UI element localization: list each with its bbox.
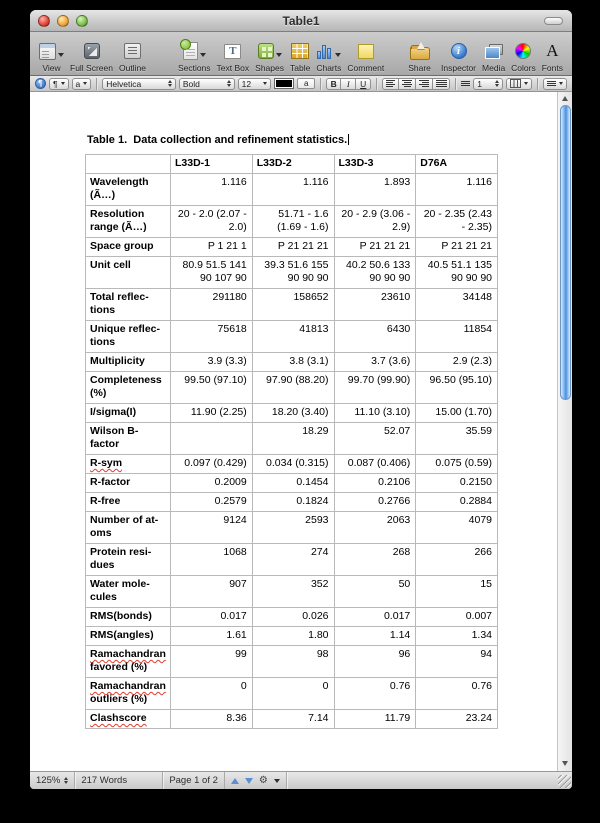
table-cell[interactable]: 0.2579 bbox=[171, 493, 253, 512]
table-cell[interactable]: 75618 bbox=[171, 321, 253, 353]
stepper-icon bbox=[168, 80, 172, 87]
window-title: Table1 bbox=[282, 13, 320, 28]
table-cell[interactable]: 11.90 (2.25) bbox=[171, 404, 253, 423]
table-row bbox=[86, 174, 498, 206]
paragraph-style-select[interactable]: ¶ bbox=[49, 78, 69, 90]
title-bar[interactable] bbox=[30, 10, 572, 32]
document-page[interactable] bbox=[30, 92, 557, 771]
table-cell[interactable]: P 1 21 1 bbox=[171, 238, 253, 257]
row-label[interactable]: Ramachandran outliers (%) bbox=[86, 678, 171, 710]
table-cell[interactable]: 0.026 bbox=[252, 608, 334, 627]
table-cell[interactable]: 15 bbox=[416, 576, 498, 608]
toolbar-button-inspector[interactable]: i Inspector bbox=[441, 45, 477, 73]
chevron-down-icon bbox=[263, 82, 267, 85]
align-justify-icon bbox=[436, 80, 447, 87]
table-cell[interactable]: 0 bbox=[252, 678, 334, 710]
table-row bbox=[86, 627, 498, 646]
row-label[interactable]: R-free bbox=[86, 493, 171, 512]
chevron-down-icon bbox=[559, 82, 563, 85]
table-cell[interactable]: 1.116 bbox=[252, 174, 334, 206]
status-bar bbox=[30, 771, 572, 789]
table-cell[interactable]: 0.76 bbox=[416, 678, 498, 710]
toolbar-toggle-button[interactable] bbox=[544, 17, 563, 25]
scroll-down-arrow-icon[interactable] bbox=[558, 757, 572, 769]
table-cell[interactable]: 99.50 (97.10) bbox=[171, 372, 253, 404]
table-cell[interactable]: 0.2884 bbox=[416, 493, 498, 512]
toolbar-button-sections[interactable]: Sections bbox=[175, 40, 214, 73]
table-cell[interactable]: 1.116 bbox=[171, 174, 253, 206]
table-cell[interactable]: 80.9 51.5 141 90 107 90 bbox=[171, 257, 253, 289]
color-wheel-icon bbox=[515, 43, 531, 59]
text-box-icon: T bbox=[224, 44, 241, 59]
font-color-swatch[interactable] bbox=[274, 78, 294, 89]
align-left-icon bbox=[386, 80, 395, 87]
table-row bbox=[86, 257, 498, 289]
toolbar-button-full-screen[interactable]: Full Screen bbox=[67, 40, 116, 73]
table-cell[interactable]: 11.10 (3.10) bbox=[334, 404, 416, 423]
highlight-color-swatch[interactable]: a bbox=[297, 78, 315, 89]
toolbar-button-colors[interactable]: Colors bbox=[508, 40, 539, 73]
table-cell[interactable]: 0.2150 bbox=[416, 474, 498, 493]
table-cell[interactable]: 158652 bbox=[252, 289, 334, 321]
character-style-select[interactable]: a bbox=[72, 78, 92, 90]
table-cell[interactable] bbox=[171, 423, 253, 455]
word-count: 217 Words bbox=[75, 772, 163, 789]
align-center-icon bbox=[402, 80, 412, 87]
table-cell[interactable]: 99.70 (99.90) bbox=[334, 372, 416, 404]
row-label[interactable]: Space group bbox=[86, 238, 171, 257]
table-row bbox=[86, 238, 498, 257]
misspelled-word: Ramachandran bbox=[90, 680, 166, 692]
align-justify-button[interactable] bbox=[433, 78, 450, 90]
table-cell[interactable]: 274 bbox=[252, 544, 334, 576]
table-cell[interactable]: 20 - 2.0 (2.07 - 2.0) bbox=[171, 206, 253, 238]
misspelled-word: Clashscore bbox=[90, 712, 147, 724]
table-cell[interactable]: 0.097 (0.429) bbox=[171, 455, 253, 474]
chevron-down-icon bbox=[274, 779, 280, 783]
table-cell[interactable]: 291180 bbox=[171, 289, 253, 321]
table-cell[interactable]: 1.34 bbox=[416, 627, 498, 646]
chevron-down-icon bbox=[61, 82, 65, 85]
divider bbox=[455, 78, 456, 90]
table-row bbox=[86, 646, 498, 678]
table-cell[interactable]: 0.2766 bbox=[334, 493, 416, 512]
chevron-down-icon bbox=[524, 82, 528, 85]
table-cell[interactable]: 0 bbox=[171, 678, 253, 710]
row-label[interactable]: Unique reflec-tions bbox=[86, 321, 171, 353]
close-button[interactable] bbox=[38, 15, 50, 27]
table-row bbox=[86, 455, 498, 474]
table-cell[interactable]: 1.80 bbox=[252, 627, 334, 646]
table-cell[interactable]: 98 bbox=[252, 646, 334, 678]
share-icon bbox=[410, 47, 430, 60]
table-cell[interactable]: 0.034 (0.315) bbox=[252, 455, 334, 474]
row-label[interactable]: Water mole-cules bbox=[86, 576, 171, 608]
table-cell[interactable]: 3.7 (3.6) bbox=[334, 353, 416, 372]
media-icon bbox=[485, 43, 503, 59]
charts-icon bbox=[317, 43, 333, 59]
toolbar-button-share[interactable]: Share bbox=[405, 40, 434, 73]
row-label[interactable]: Total reflec-tions bbox=[86, 289, 171, 321]
divider bbox=[320, 78, 321, 90]
columns-select[interactable] bbox=[506, 78, 532, 90]
table-cell[interactable]: 94 bbox=[416, 646, 498, 678]
table-cell[interactable]: 0.1824 bbox=[252, 493, 334, 512]
table-cell[interactable]: 96 bbox=[334, 646, 416, 678]
font-family-select[interactable]: Helvetica bbox=[102, 78, 176, 90]
table-cell[interactable]: 51.71 - 1.6 (1.69 - 1.6) bbox=[252, 206, 334, 238]
chevron-down-icon bbox=[83, 82, 87, 85]
stats-table bbox=[85, 154, 498, 729]
table-cell[interactable]: 266 bbox=[416, 544, 498, 576]
table-row bbox=[86, 710, 498, 729]
table-cell[interactable]: 0.2009 bbox=[171, 474, 253, 493]
toolbar-button-media[interactable]: Media bbox=[479, 40, 508, 73]
toolbar bbox=[30, 32, 572, 76]
toolbar-button-fonts[interactable]: A Fonts bbox=[541, 41, 563, 73]
table-cell[interactable]: 2.9 (2.3) bbox=[416, 353, 498, 372]
table-row bbox=[86, 423, 498, 455]
table-cell[interactable]: 97.90 (88.20) bbox=[252, 372, 334, 404]
table-row bbox=[86, 493, 498, 512]
table-cell[interactable]: 7.14 bbox=[252, 710, 334, 729]
row-label[interactable]: R-factor bbox=[86, 474, 171, 493]
table-cell[interactable]: 1.61 bbox=[171, 627, 253, 646]
column-header[interactable]: L33D-1 bbox=[171, 155, 253, 174]
table-row bbox=[86, 289, 498, 321]
table-cell[interactable]: 34148 bbox=[416, 289, 498, 321]
chevron-down-icon bbox=[335, 53, 341, 57]
chevron-down-icon bbox=[200, 53, 206, 57]
comment-icon bbox=[358, 44, 374, 59]
table-cell[interactable]: 40.2 50.6 133 90 90 90 bbox=[334, 257, 416, 289]
align-center-button[interactable] bbox=[399, 78, 416, 90]
table-cell[interactable]: 1.893 bbox=[334, 174, 416, 206]
column-header[interactable]: D76A bbox=[416, 155, 498, 174]
table-row bbox=[86, 678, 498, 710]
table-cell[interactable]: 23610 bbox=[334, 289, 416, 321]
table-cell[interactable]: 1.116 bbox=[416, 174, 498, 206]
fonts-icon: A bbox=[546, 41, 559, 60]
page-nav bbox=[224, 772, 287, 789]
divider bbox=[96, 78, 97, 90]
zoom-button[interactable] bbox=[76, 15, 88, 27]
table-cell[interactable]: 2593 bbox=[252, 512, 334, 544]
full-screen-icon bbox=[84, 43, 100, 59]
next-page-button[interactable] bbox=[245, 778, 253, 784]
table-cell[interactable]: 0.075 (0.59) bbox=[416, 455, 498, 474]
table-cell[interactable]: 35.59 bbox=[416, 423, 498, 455]
divider bbox=[376, 78, 377, 90]
column-header[interactable]: L33D-2 bbox=[252, 155, 334, 174]
stats-table-body bbox=[86, 155, 498, 729]
table-icon bbox=[291, 43, 309, 59]
table-cell[interactable]: 52.07 bbox=[334, 423, 416, 455]
italic-button[interactable]: I bbox=[341, 78, 356, 90]
row-label[interactable]: Wavelength (Ã…) bbox=[86, 174, 171, 206]
row-label[interactable]: Unit cell bbox=[86, 257, 171, 289]
zoom-control[interactable] bbox=[30, 772, 75, 789]
table-cell[interactable]: 0.1454 bbox=[252, 474, 334, 493]
chevron-down-icon bbox=[276, 53, 282, 57]
toolbar-button-comment[interactable]: Comment bbox=[344, 40, 387, 73]
sections-icon bbox=[183, 42, 198, 60]
table-cell[interactable]: P 21 21 21 bbox=[252, 238, 334, 257]
table-cell[interactable]: P 21 21 21 bbox=[416, 238, 498, 257]
table-row bbox=[86, 372, 498, 404]
line-spacing-icon bbox=[461, 81, 470, 86]
table-cell[interactable]: 907 bbox=[171, 576, 253, 608]
table-row bbox=[86, 206, 498, 238]
row-label[interactable]: Wilson B-factor bbox=[86, 423, 171, 455]
table-row bbox=[86, 404, 498, 423]
zoom-stepper-icon[interactable] bbox=[64, 777, 68, 784]
font-size-select[interactable]: 12 bbox=[238, 78, 272, 90]
line-spacing-stepper[interactable]: 1 bbox=[473, 78, 503, 90]
document-title[interactable]: Table 1. Data collection and refinement statistics. bbox=[87, 134, 348, 146]
table-cell[interactable]: 0.017 bbox=[171, 608, 253, 627]
table-cell[interactable]: 99 bbox=[171, 646, 253, 678]
zoom-level: 125% bbox=[36, 775, 61, 786]
table-cell[interactable]: 4079 bbox=[416, 512, 498, 544]
align-left-button[interactable] bbox=[382, 78, 399, 90]
table-cell[interactable]: 2063 bbox=[334, 512, 416, 544]
table-cell[interactable]: P 21 21 21 bbox=[334, 238, 416, 257]
row-label[interactable]: RMS(bonds) bbox=[86, 608, 171, 627]
resize-grip[interactable] bbox=[558, 775, 571, 788]
toolbar-button-view[interactable]: View bbox=[36, 40, 67, 73]
table-cell[interactable]: 1.14 bbox=[334, 627, 416, 646]
stepper-icon bbox=[495, 80, 499, 87]
table-cell[interactable]: 15.00 (1.70) bbox=[416, 404, 498, 423]
table-cell[interactable]: 0.2106 bbox=[334, 474, 416, 493]
paragraph-icon: ¶ bbox=[35, 78, 46, 89]
divider bbox=[537, 78, 538, 90]
previous-page-button[interactable] bbox=[231, 778, 239, 784]
list-style-select[interactable] bbox=[543, 78, 567, 90]
table-cell[interactable]: 0.76 bbox=[334, 678, 416, 710]
stepper-icon bbox=[227, 80, 231, 87]
font-style-select[interactable]: Bold bbox=[179, 78, 235, 90]
misspelled-word: Ramachandran bbox=[90, 648, 166, 660]
table-row bbox=[86, 608, 498, 627]
row-label[interactable] bbox=[86, 455, 171, 474]
row-label[interactable]: RMS(angles) bbox=[86, 627, 171, 646]
chevron-down-icon bbox=[58, 53, 64, 57]
table-row bbox=[86, 544, 498, 576]
align-right-icon bbox=[419, 80, 429, 87]
table-cell[interactable]: 23.24 bbox=[416, 710, 498, 729]
inspector-icon: i bbox=[451, 43, 467, 59]
vertical-scrollbar[interactable] bbox=[557, 92, 572, 771]
document-area bbox=[30, 92, 572, 771]
table-cell[interactable]: 18.20 (3.40) bbox=[252, 404, 334, 423]
toolbar-button-text-box[interactable]: T Text Box bbox=[216, 45, 250, 73]
row-label[interactable]: Number of at-oms bbox=[86, 512, 171, 544]
row-label[interactable]: Multiplicity bbox=[86, 353, 171, 372]
row-label[interactable]: Protein resi-dues bbox=[86, 544, 171, 576]
toolbar-button-shapes[interactable]: Shapes bbox=[252, 40, 287, 73]
table-cell[interactable]: 1068 bbox=[171, 544, 253, 576]
table-cell[interactable]: 8.36 bbox=[171, 710, 253, 729]
table-cell[interactable]: 11.79 bbox=[334, 710, 416, 729]
table-cell[interactable]: 0.017 bbox=[334, 608, 416, 627]
table-cell[interactable]: 20 - 2.35 (2.43 - 2.35) bbox=[416, 206, 498, 238]
list-icon bbox=[547, 81, 556, 86]
table-cell[interactable]: 40.5 51.1 135 90 90 90 bbox=[416, 257, 498, 289]
row-label[interactable]: Resolution range (Ã…) bbox=[86, 206, 171, 238]
table-cell[interactable]: 9124 bbox=[171, 512, 253, 544]
format-bar bbox=[30, 76, 572, 92]
table-cell[interactable]: 96.50 (95.10) bbox=[416, 372, 498, 404]
table-row bbox=[86, 576, 498, 608]
columns-icon bbox=[510, 79, 521, 88]
bold-button[interactable]: B bbox=[326, 78, 341, 90]
table-row bbox=[86, 321, 498, 353]
toolbar-button-charts[interactable]: Charts bbox=[313, 40, 344, 73]
misspelled-word: R-sym bbox=[90, 457, 123, 469]
underline-button[interactable]: U bbox=[356, 78, 371, 90]
minimize-button[interactable] bbox=[57, 15, 69, 27]
scroll-up-arrow-icon[interactable] bbox=[558, 92, 572, 104]
table-cell[interactable]: 352 bbox=[252, 576, 334, 608]
table-cell[interactable]: 11854 bbox=[416, 321, 498, 353]
text-cursor bbox=[348, 134, 349, 145]
table-row bbox=[86, 353, 498, 372]
toolbar-button-table[interactable]: Table bbox=[287, 40, 313, 73]
corner-cell[interactable] bbox=[86, 155, 171, 174]
table-header-row bbox=[86, 155, 498, 174]
view-icon bbox=[39, 43, 56, 60]
row-label[interactable]: Ramachandran favored (%) bbox=[86, 646, 171, 678]
table-cell[interactable]: 3.8 (3.1) bbox=[252, 353, 334, 372]
column-header[interactable]: L33D-3 bbox=[334, 155, 416, 174]
table-cell[interactable]: 0.087 (0.406) bbox=[334, 455, 416, 474]
shapes-icon bbox=[258, 43, 274, 59]
table-cell[interactable]: 39.3 51.6 155 90 90 90 bbox=[252, 257, 334, 289]
table-cell[interactable]: 41813 bbox=[252, 321, 334, 353]
scrollbar-thumb[interactable] bbox=[560, 105, 571, 400]
table-cell[interactable]: 20 - 2.9 (3.06 - 2.9) bbox=[334, 206, 416, 238]
table-cell[interactable]: 268 bbox=[334, 544, 416, 576]
row-label[interactable] bbox=[86, 710, 171, 729]
table-cell[interactable]: 18.29 bbox=[252, 423, 334, 455]
table-cell[interactable]: 6430 bbox=[334, 321, 416, 353]
page-indicator: Page 1 of 2 bbox=[169, 775, 218, 786]
row-label[interactable]: Completeness (%) bbox=[86, 372, 171, 404]
table-cell[interactable]: 50 bbox=[334, 576, 416, 608]
traffic-lights bbox=[38, 15, 88, 27]
align-right-button[interactable] bbox=[416, 78, 433, 90]
table-cell[interactable]: 3.9 (3.3) bbox=[171, 353, 253, 372]
pages-window bbox=[30, 10, 572, 789]
toolbar-button-outline[interactable]: Outline bbox=[116, 40, 149, 73]
table-row bbox=[86, 512, 498, 544]
table-cell[interactable]: 0.007 bbox=[416, 608, 498, 627]
row-label[interactable]: I/sigma(I) bbox=[86, 404, 171, 423]
gear-icon[interactable]: ⚙ bbox=[258, 774, 268, 786]
table-row bbox=[86, 474, 498, 493]
outline-icon bbox=[124, 43, 141, 59]
